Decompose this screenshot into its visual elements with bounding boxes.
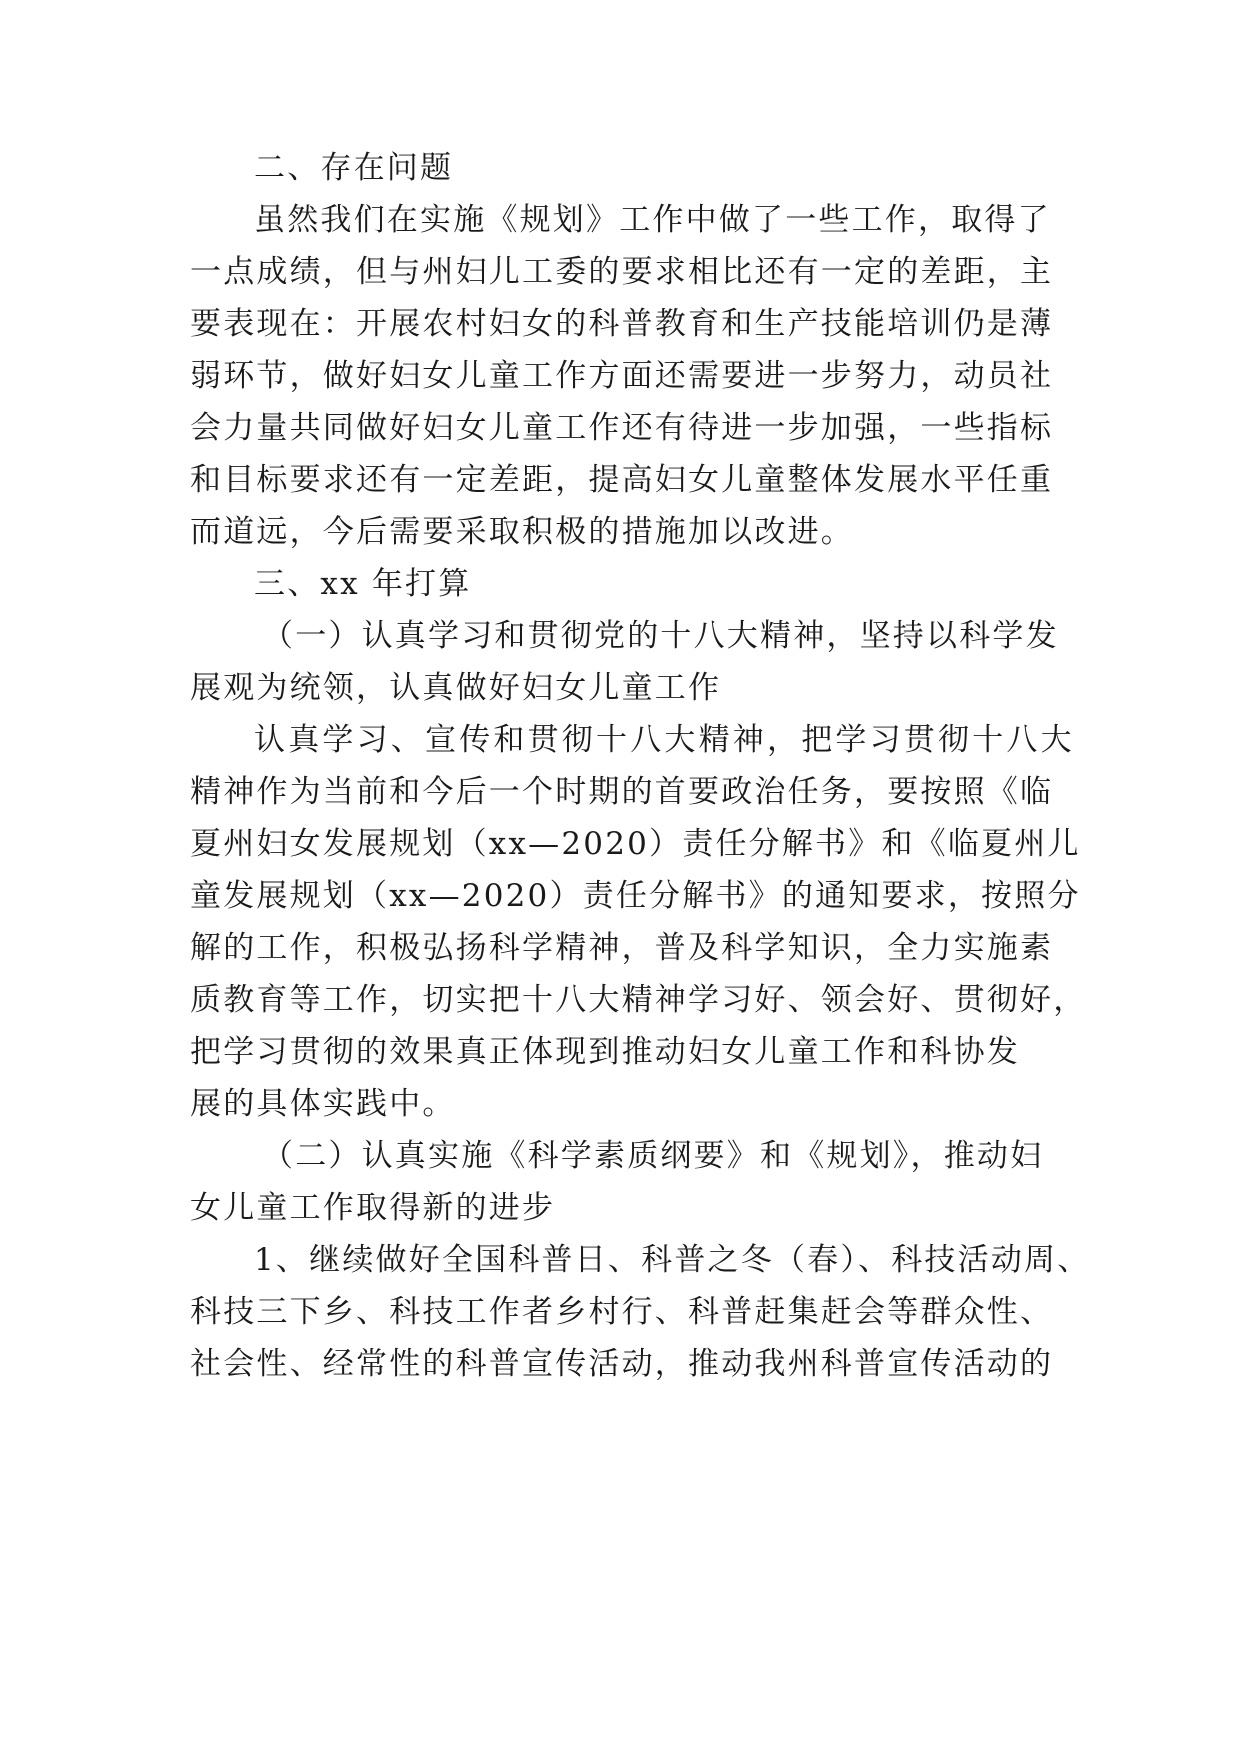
paragraph-line: 把学习贯彻的效果真正体现到推动妇女儿童工作和科协发 <box>190 1034 1020 1070</box>
paragraph-line: 会力量共同做好妇女儿童工作还有待进一步加强，一些指标 <box>190 410 1054 446</box>
paragraph-line: 而道远，今后需要采取积极的措施加以改进。 <box>190 514 854 550</box>
section-heading-problems: 二、存在问题 <box>254 150 454 186</box>
paragraph-line: 要表现在：开展农村妇女的科普教育和生产技能培训仍是薄 <box>190 306 1054 342</box>
subsection-heading-two: （二）认真实施《科学素质纲要》和《规划》，推动妇 <box>262 1138 1044 1174</box>
subsection-heading-two-cont: 女儿童工作取得新的进步 <box>190 1190 556 1226</box>
subsection-heading-one: （一）认真学习和贯彻党的十八大精神，坚持以科学发 <box>262 618 1059 654</box>
subsection-heading-one-cont: 展观为统领，认真做好妇女儿童工作 <box>190 670 722 706</box>
paragraph-line: 认真学习、宣传和贯彻十八大精神，把学习贯彻十八大 <box>254 722 1075 758</box>
paragraph-line: 虽然我们在实施《规划》工作中做了一些工作，取得了 <box>254 202 1051 238</box>
paragraph-line: 展的具体实践中。 <box>190 1086 456 1122</box>
paragraph-line: 质教育等工作，切实把十八大精神学习好、领会好、贯彻好， <box>190 982 1087 1018</box>
paragraph-line: 社会性、经常性的科普宣传活动，推动我州科普宣传活动的 <box>190 1346 1054 1382</box>
paragraph-line: 夏州妇女发展规划（xx—2020）责任分解书》和《临夏州儿 <box>190 826 1081 862</box>
paragraph-line: 精神作为当前和今后一个时期的首要政治任务，要按照《临 <box>190 774 1054 810</box>
paragraph-line: 科技三下乡、科技工作者乡村行、科普赶集赶会等群众性、 <box>190 1294 1054 1330</box>
paragraph-line: 解的工作，积极弘扬科学精神，普及科学知识，全力实施素 <box>190 930 1054 966</box>
paragraph-line: 和目标要求还有一定差距，提高妇女儿童整体发展水平任重 <box>190 462 1054 498</box>
list-item-1: 1、继续做好全国科普日、科普之冬（春）、科技活动周、 <box>254 1242 1091 1278</box>
paragraph-line: 弱环节，做好妇女儿童工作方面还需要进一步努力，动员社 <box>190 358 1054 394</box>
paragraph-line: 一点成绩，但与州妇儿工委的要求相比还有一定的差距，主 <box>190 254 1054 290</box>
paragraph-line: 童发展规划（xx—2020）责任分解书》的通知要求，按照分 <box>190 878 1081 914</box>
section-heading-plan: 三、xx 年打算 <box>254 566 472 602</box>
